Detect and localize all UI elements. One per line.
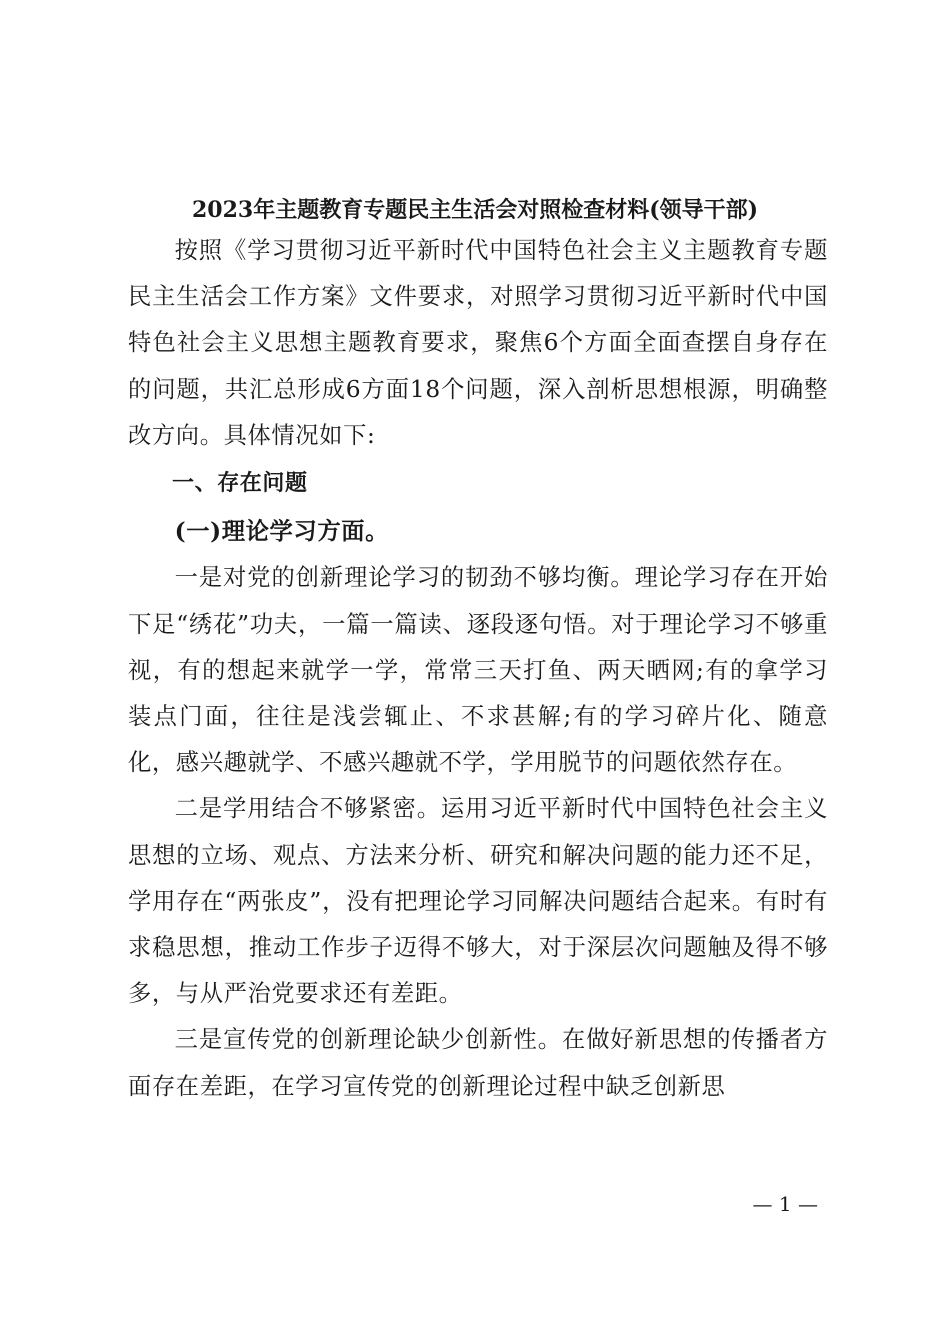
- document-body: [128, 228, 828, 1110]
- intro-paragraph: 按照《学习贯彻习近平新时代中国特色社会主义主题教育专题民主生活会工作方案》文件要求，对照学习贯彻习近平新时代中国特色社会主义思想主题教育要求，聚焦6个方面全面查摆自身存在的问题，共汇总形成6方面18个问题，深入剖析思想根源，明确整改方向。具体情况如下:: [128, 237, 828, 449]
- section-heading: 一、存在问题: [172, 471, 308, 497]
- body-paragraph: 二是学用结合不够紧密。运用习近平新时代中国特色社会主义思想的立场、观点、方法来分析、研究和解决问题的能力还不足，学用存在“两张皮”，没有把理论学习同解决问题结合起来。有时有求稳思想，推动工作步子迈得不够大，对于深层次问题触及得不够多，与从严治党要求还有差距。: [128, 795, 828, 1008]
- document-title: 2023年主题教育专题民主生活会对照检查材料(领导干部): [191, 197, 759, 223]
- subsection-heading: (一)理论学习方面。: [174, 518, 390, 546]
- body-paragraph: 三是宣传党的创新理论缺少创新性。在做好新思想的传播者方面存在差距，在学习宣传党的创新理论过程中缺乏创新思: [128, 1026, 828, 1100]
- page-number: — 1 —: [752, 1192, 818, 1216]
- body-paragraph: 一是对党的创新理论学习的韧劲不够均衡。理论学习存在开始下足“绣花”功夫，一篇一篇读、逐段逐句悟。对于理论学习不够重视，有的想起来就学一学，常常三天打鱼、两天晒网;有的拿学习装点门面，往往是浅尝辄止、不求甚解;有的学习碎片化、随意化，感兴趣就学、不感兴趣就不学，学用脱节的问题依然存在。: [128, 564, 828, 777]
